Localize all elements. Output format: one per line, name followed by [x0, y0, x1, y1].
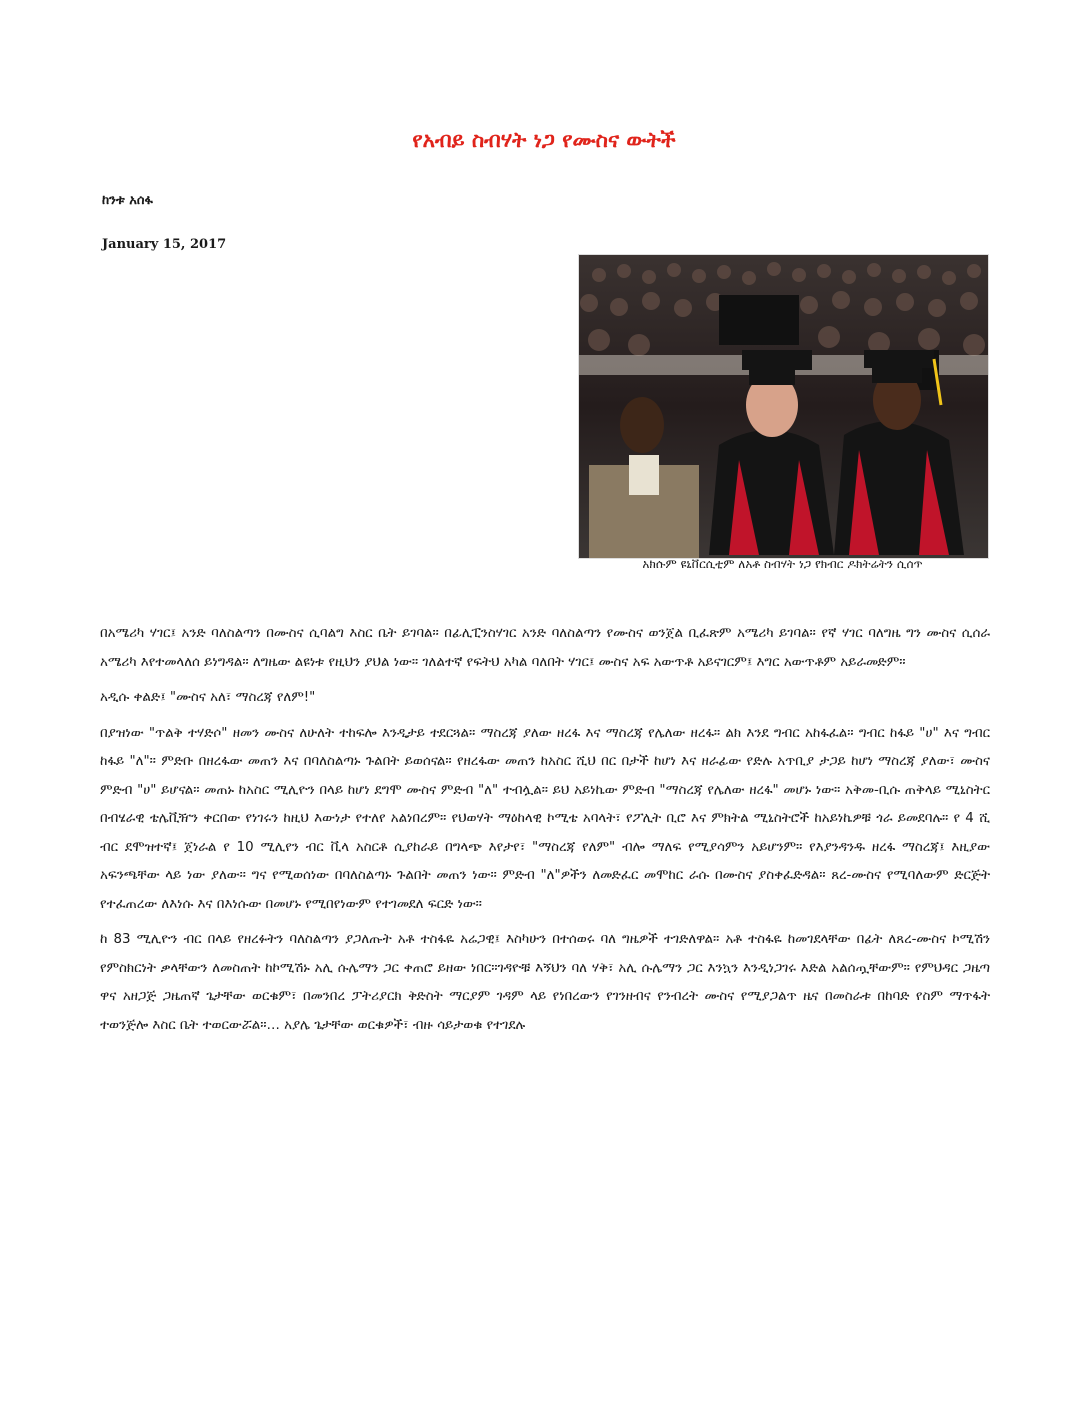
paragraph: በአሜሪካ ሃገር፤ አንድ ባለስልጣን በሙስና ሲባልግ እስር ቤት ይገባል። በፊሊፒንስሃገር አንድ ባለስልጣን የሙስና ወንጀል ቢፈጽም አሜሪካ ይገባል። የኛ ሃገር ባለግዜ ግን ሙስና ሲሰራ አሜሪካ እየተመላለሰ ይነግዳል። ለግዜው ልዩነቱ የዚህን ያህል ነው። ገለልተኛ የፍትህ አካል ባለበት ሃገር፤ ሙስና አፍ አውጥቶ አይናገርም፤ እግር አውጥቶም አይራመድም።	[100, 626, 990, 670]
article-title: የአብይ ስብሃት ነጋ የሙስና ውትች	[412, 128, 676, 152]
paragraph: በያዝነው "ጥልቅ ተሃድሶ" ዘመን ሙስና ለሁለት ተከፍሎ እንዲታይ ተደርጓል። ማስረጃ ያለው ዘረፋ እና ማስረጃ የሌለው ዘረፋ። ልክ እንደ ግብር አከፋፈል። ግብር ከፋይ "ሀ" እና ግብር ከፋይ "ለ"። ምድቡ በዘረፋው መጠን እና በባለስልጣኑ ጉልበት ይወሰናል። የዘረፋው መጠን ከአስር ሺህ በር በታች ከሆነ እና ዘራፊው የድሉ አጥቢያ ታጋይ ከሆነ ማስረጃ ያለው፣ ሙስና ምድብ "ሀ" ይሆናል። መጠኑ ከአስር ሚሊዮን በላይ ከሆነ ደግሞ ሙስና ምድብ "ለ" ተብሏል። ይህ አይነኬው ምድብ "ማስረጃ የሌለው ዘረፋ" መሆኑ ነው። አቅመ-ቢሱ ጠቅላይ ሚኒስትር በብሄራዊ ቴሌቪዥን ቀርበው የነገሩን ከዚህ እውነታ የተለየ አልነበረም። የህወሃት ማዕከላዊ ኮሚቴ አባላት፣ የፖሊት ቢሮ እና ምክትል ሚኒስትሮች ከአይነኬዎቹ ጎራ ይመደባሉ። የ 4 ሺ ብር ደሞዝተኛ፤ ጀነራል የ 10 ሚሊየን ብር ቪላ አስርቶ ሲያከራይ በግላጭ እየታየ፣ "ማስረጃ የለም" ብሎ ማለፍ የሚያሳምን አይሆንም። የእያንዳንዱ ዘረፋ ማስረጃ፤ እዚያው አፍንጫቸው ላይ ነው ያለው። ግና የሚወሰነው በባለስልጣኑ ጉልበት መጠን ነው። ምድብ "ለ"ዎችን ለመድፈር መሞከር ራሱ በሙስና ያስቀፈድዳል። ጸረ-ሙስና የሚባለውም ድርጅት የተፈጠረው ለእነሱ እና በእነሱው በመሆኑ የሚበየነውም የተገመደለ ፍርድ ነው።	[100, 725, 990, 912]
publish-date: January 15, 2017	[102, 237, 227, 252]
photo-caption: አክሱም ዩኒቨርሲቲም ለአቶ ስብሃት ነጋ የክብር ዶክትሬትን ሲሰጥ	[642, 557, 923, 571]
paragraph: አዲሱ ቀልድ፤ "ሙስና አለ፣ ማስረጃ የለም!"	[100, 690, 316, 705]
author-name: ከንቱ አሰፋ	[102, 193, 153, 208]
graduation-photo	[578, 254, 989, 559]
paragraph: ከ 83 ሚሊዮን ብር በላይ የዘረፉትን ባለስልጣን ያጋለጡት አቶ ተስፋዬ አሬጋዊ፤ እስካሁን በተሰወሩ ባለ ግዜዎች ተገድለዋል። አቶ ተስፋዬ ከመገደላቸው በፊት ለጸረ-ሙስና ኮሚሽን የምስክርነት ቃላቸውን ለመስጠት ከኮሚሽኑ አሊ ሱሌማን ጋር ቀጠሮ ይዘው ነበር።ገዳዮቹ እኝህን ባለ ሃቅ፣ አሊ ሱሌማን ጋር እንኳን እንዲነጋገሩ እድል አልሰጧቸውም። የምህዳር ጋዜጣ ዋና አዘጋጅ ጋዜጠኛ ጌታቸው ወርቁም፣ በመንበረ ፓትሪያርክ ቅድስት ማርያም ገዳም ላይ የነበረውን የገንዘብና የንብረት ሙስና የሚያጋልጥ ዜና በመስራቱ በከባድ የስም ማጥፋት ተወንጅሎ እስር ቤት ተወርውሯል።… አያሌ ጌታቸው ወርቁዎች፣ ብዙ ሳይታወቁ የተገደሉ	[100, 932, 990, 1033]
article-body	[100, 620, 990, 1047]
